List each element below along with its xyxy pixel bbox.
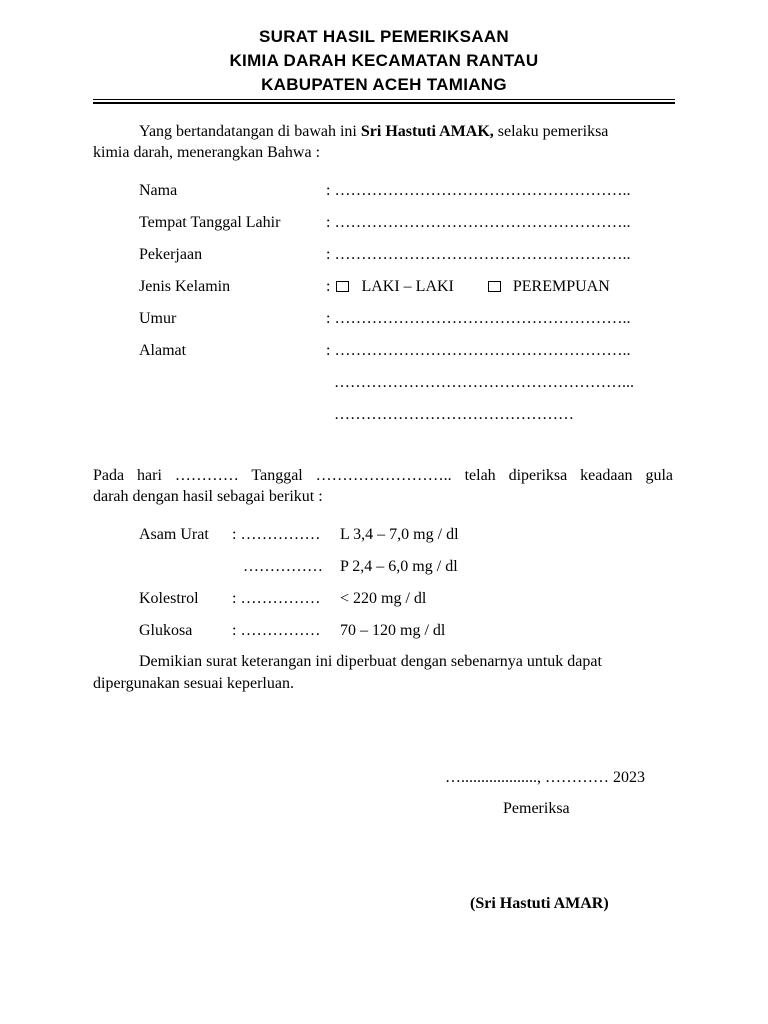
document-title-line-1: SURAT HASIL PEMERIKSAAN: [259, 27, 509, 46]
result-value-asam-urat-female[interactable]: ……………: [243, 558, 323, 575]
field-value-pekerjaan[interactable]: : ………………………………………………..: [326, 246, 631, 263]
field-label-umur: Umur: [139, 310, 177, 327]
result-range-kolestrol: < 220 mg / dl: [340, 590, 427, 607]
jenis-kelamin-colon: :: [326, 278, 331, 295]
result-label-glukosa: Glukosa: [139, 622, 193, 639]
option-laki-laki: LAKI – LAKI: [361, 278, 454, 295]
exam-line-2: darah dengan hasil sebagai berikut :: [93, 488, 323, 505]
option-perempuan: PEREMPUAN: [512, 278, 610, 295]
result-value-glukosa[interactable]: : ……………: [232, 622, 321, 639]
closing-line-2: dipergunakan sesuai keperluan.: [93, 675, 294, 692]
field-value-alamat-line-3[interactable]: ………………………………………: [334, 406, 574, 423]
field-value-nama[interactable]: : ………………………………………………..: [326, 182, 631, 199]
intro-suffix: selaku pemeriksa: [493, 123, 609, 140]
result-label-asam-urat: Asam Urat: [139, 526, 209, 543]
examiner-name-inline: Sri Hastuti AMAK,: [360, 123, 494, 140]
exam-hari-label: Pada hari: [93, 467, 162, 484]
field-label-pekerjaan: Pekerjaan: [139, 246, 203, 263]
result-label-kolestrol: Kolestrol: [139, 590, 199, 607]
exam-date-blanks[interactable]: ………… Tanggal ……………………..: [174, 467, 452, 484]
intro-line-1: [139, 122, 608, 142]
field-value-ttl[interactable]: : ………………………………………………..: [326, 214, 631, 231]
intro-line-2: kimia darah, menerangkan Bahwa :: [93, 144, 321, 161]
intro-prefix: Yang bertandatangan di bawah ini: [139, 123, 361, 140]
field-jenis-kelamin-options: [326, 277, 610, 297]
result-range-asam-urat-female: P 2,4 – 6,0 mg / dl: [340, 558, 458, 575]
field-label-ttl: Tempat Tanggal Lahir: [139, 214, 281, 231]
field-value-alamat-line-2[interactable]: ………………………………………………...: [334, 374, 634, 391]
signature-name: (Sri Hastuti AMAR): [470, 895, 609, 912]
exam-statement: telah diperiksa keadaan gula: [464, 467, 674, 484]
header-rule-thick: [93, 102, 675, 104]
field-label-nama: Nama: [139, 182, 178, 199]
exam-line-1: [93, 466, 673, 486]
result-range-glukosa: 70 – 120 mg / dl: [340, 622, 446, 639]
closing-line-1: Demikian surat keterangan ini diperbuat dengan sebenarnya untuk dapat: [139, 653, 602, 670]
field-label-jenis-kelamin: Jenis Kelamin: [139, 278, 231, 295]
document-title-line-2: KIMIA DARAH KECAMATAN RANTAU: [229, 51, 539, 70]
signature-role: Pemeriksa: [503, 800, 570, 817]
checkbox-perempuan[interactable]: [488, 281, 501, 292]
field-value-alamat[interactable]: : ………………………………………………..: [326, 342, 631, 359]
document-title-line-3: KABUPATEN ACEH TAMIANG: [261, 75, 507, 94]
result-value-kolestrol[interactable]: : ……………: [232, 590, 321, 607]
field-label-alamat: Alamat: [139, 342, 187, 359]
header-rule-thin: [93, 99, 675, 100]
result-value-asam-urat[interactable]: : ……………: [232, 526, 321, 543]
result-range-asam-urat-male: L 3,4 – 7,0 mg / dl: [340, 526, 459, 543]
signature-date[interactable]: …..................., ………… 2023: [445, 769, 645, 786]
checkbox-laki-laki[interactable]: [336, 281, 349, 292]
field-value-umur[interactable]: : ………………………………………………..: [326, 310, 631, 327]
